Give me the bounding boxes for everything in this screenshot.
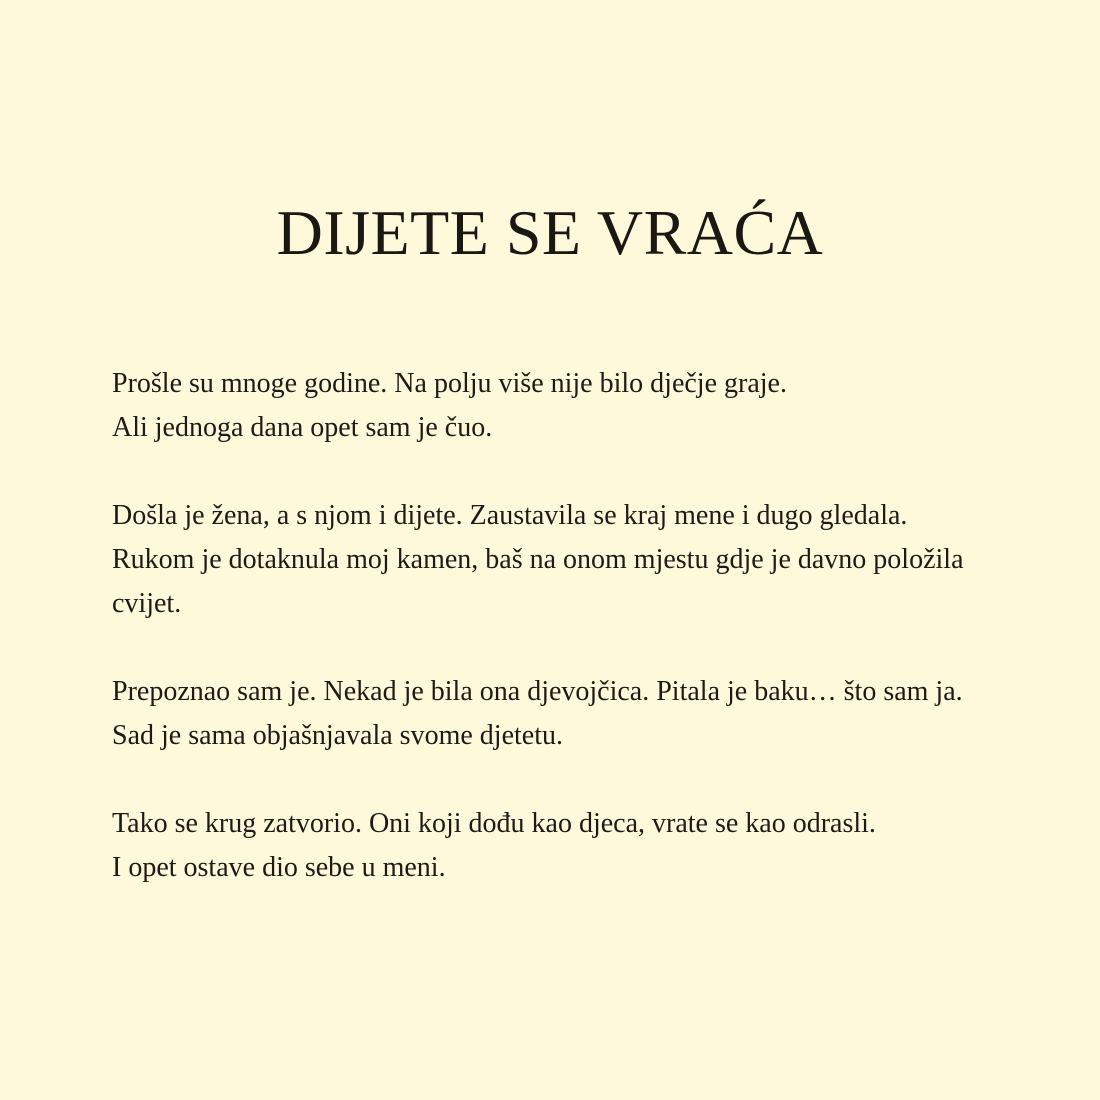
text-line: Prepoznao sam je. Nekad je bila ona djevojčica. Pitala je baku… što sam ja. bbox=[112, 676, 963, 708]
text-line: Rukom je dotaknula moj kamen, baš na onom mjestu gdje je davno položila bbox=[112, 544, 964, 576]
body-text bbox=[0, 362, 1100, 890]
text-line: Ali jednoga dana opet sam je čuo. bbox=[112, 412, 493, 444]
text-line: I opet ostave dio sebe u meni. bbox=[112, 852, 446, 884]
text-line: Prošle su mnoge godine. Na polju više nije bilo dječje graje. bbox=[112, 368, 787, 400]
text-line: cvijet. bbox=[112, 588, 182, 620]
text-line: Tako se krug zatvorio. Oni koji dođu kao djeca, vrate se kao odrasli. bbox=[112, 808, 876, 840]
paragraph-3 bbox=[112, 670, 1040, 758]
text-line: Došla je žena, a s njom i dijete. Zaustavila se kraj mene i dugo gledala. bbox=[112, 500, 908, 532]
paragraph-2 bbox=[112, 494, 1040, 626]
paragraph-4 bbox=[112, 802, 1040, 890]
paragraph-1 bbox=[112, 362, 1040, 450]
text-line: Sad je sama objašnjavala svome djetetu. bbox=[112, 720, 563, 752]
page-title: DIJETE SE VRAĆA bbox=[276, 197, 824, 268]
